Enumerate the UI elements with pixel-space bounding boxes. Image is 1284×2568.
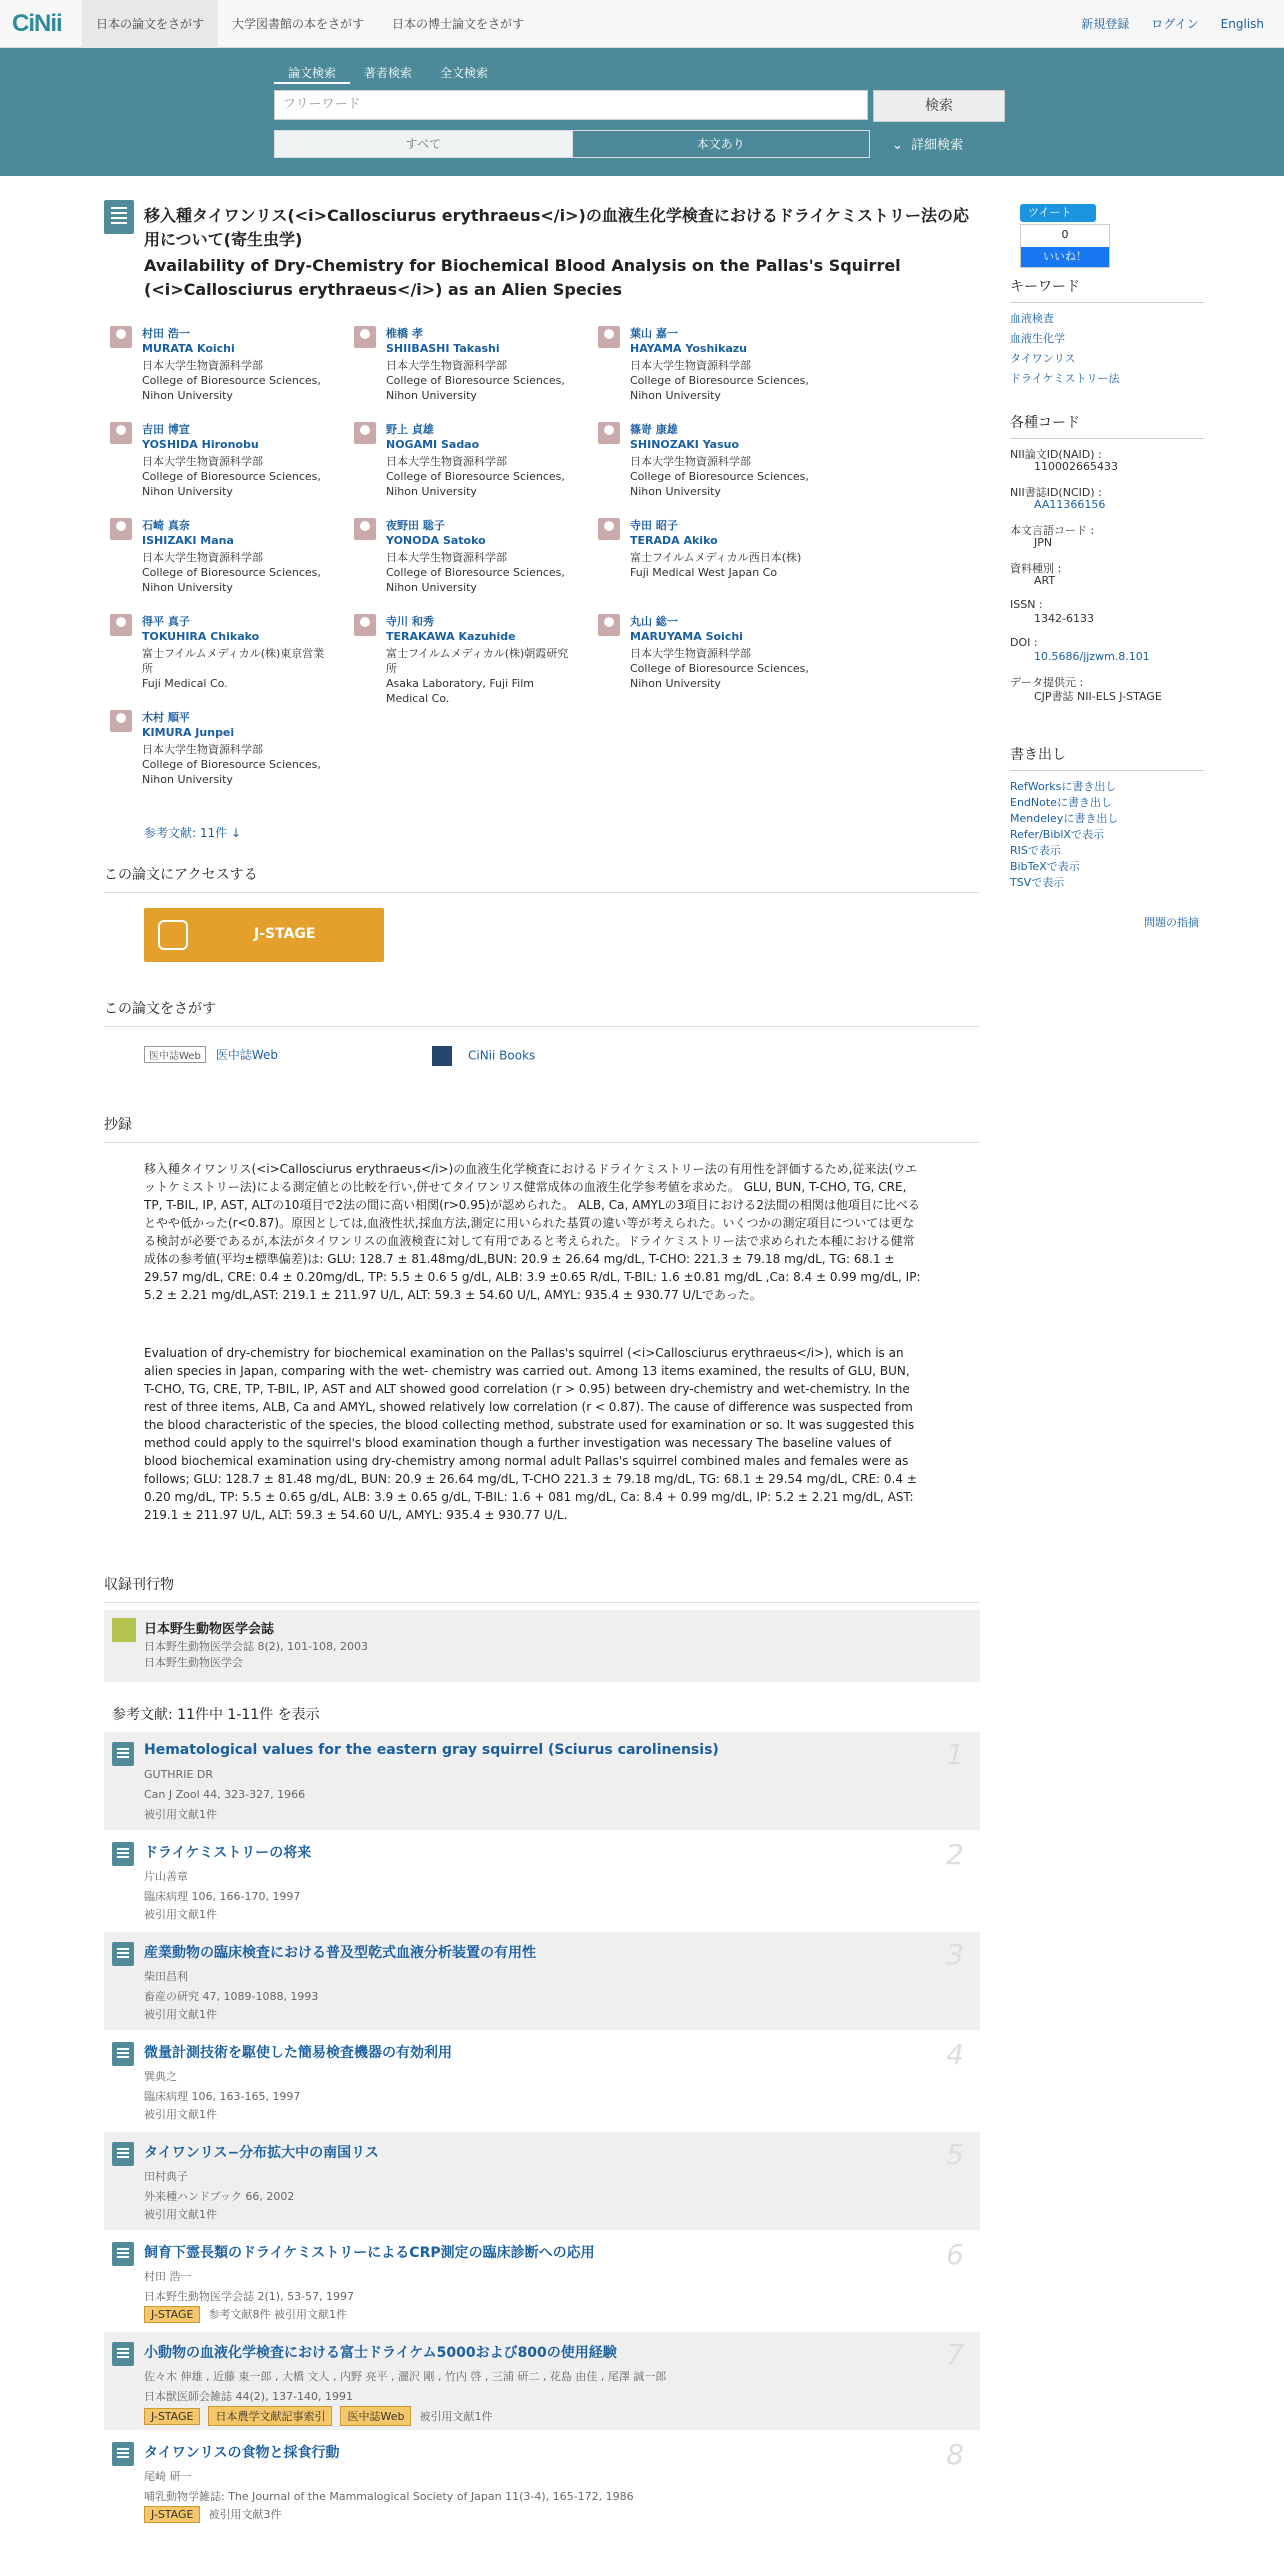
author-name-en[interactable]: YONODA Satoko [386, 534, 486, 547]
author-text [630, 518, 820, 580]
reference-document-icon [112, 2342, 134, 2366]
author-text [630, 614, 820, 691]
code-value: ART [1034, 574, 1056, 587]
author-text [630, 326, 820, 403]
reference-source: 日本野生動物医学会誌 2(1), 53-57, 1997 [144, 2290, 355, 2303]
search-input[interactable]: フリーワード [274, 90, 868, 120]
find-heading: この論文をさがす [104, 998, 980, 1027]
reference-meta [144, 2206, 217, 2222]
keyword-link[interactable]: 血液検査 [1010, 312, 1054, 325]
reference-meta [144, 2006, 217, 2022]
author-name-en[interactable]: SHINOZAKI Yasuo [630, 438, 740, 451]
export-heading: 書き出し [1010, 744, 1204, 771]
author-name-ja[interactable]: 葉山 嘉一 [630, 327, 678, 340]
author-name-ja[interactable]: 寺田 昭子 [630, 519, 678, 532]
reference-badge[interactable]: J-STAGE [144, 2306, 200, 2323]
author-name-en[interactable]: MURATA Koichi [142, 342, 235, 355]
author-name-ja[interactable]: 寺川 和秀 [386, 615, 434, 628]
author-text [142, 614, 332, 691]
author-name-en[interactable]: NOGAMI Sadao [386, 438, 480, 451]
author-avatar-icon [598, 614, 620, 636]
cinii-logo[interactable]: CiNii [12, 10, 62, 37]
author-name-en[interactable]: SHIIBASHI Takashi [386, 342, 500, 355]
abstract-heading: 抄録 [104, 1114, 980, 1143]
cinii-books-link[interactable]: CiNii Books [432, 1046, 535, 1066]
reference-badge[interactable]: J-STAGE [144, 2408, 200, 2425]
tab-dissertations[interactable]: 日本の博士論文をさがす [392, 17, 525, 31]
author-affiliation: 日本大学生物資源科学部 College of Bioresource Sciences, Nihon University [630, 455, 809, 498]
reference-title-link[interactable]: 産業動物の臨床検査における普及型乾式血液分析装置の有用性 [144, 1945, 536, 1961]
author-text [386, 326, 576, 403]
author-avatar-icon [354, 614, 376, 636]
author-affiliation: 富士フイルムメディカル(株)朝霞研究所 Asaka Laboratory, Fuji Film Medical Co. [386, 647, 569, 705]
advanced-search-link[interactable]: ⌄ 詳細検索 [892, 138, 964, 153]
reference-item [104, 1732, 980, 1830]
author-affiliation: 日本大学生物資源科学部 College of Bioresource Sciences, Nihon University [386, 359, 565, 402]
reference-citation-count[interactable]: 被引用文献1件 [144, 1908, 217, 1921]
references-heading: 参考文献: 11件中 1-11件 を表示 [112, 1707, 320, 1723]
journal-heading: 収録刊行物 [104, 1574, 980, 1603]
journal-box [104, 1610, 980, 1682]
search-panel [0, 48, 1284, 176]
author-affiliation: 日本大学生物資源科学部 College of Bioresource Sciences, Nihon University [142, 359, 321, 402]
reference-item [104, 1932, 980, 2030]
reference-number: 7 [946, 2338, 964, 2371]
author-name-en[interactable]: KIMURA Junpei [142, 726, 235, 739]
keyword-link[interactable]: 血液生化学 [1010, 332, 1065, 345]
reference-document-icon [112, 2142, 134, 2166]
reference-document-icon [112, 2442, 134, 2466]
author-affiliation: 日本大学生物資源科学部 College of Bioresource Sciences, Nihon University [630, 647, 809, 690]
author-name-ja[interactable]: 村田 浩一 [142, 327, 190, 340]
code-label: ISSN : [1010, 598, 1043, 611]
reference-citation-count[interactable]: 被引用文献1件 [144, 1808, 217, 1821]
reference-number: 5 [946, 2138, 964, 2171]
code-label: NII書誌ID(NCID) : [1010, 486, 1102, 499]
reference-document-icon [112, 2242, 134, 2266]
reference-document-icon [112, 1942, 134, 1966]
author-name-ja[interactable]: 得平 真子 [142, 615, 190, 628]
reference-meta [144, 1806, 217, 1822]
like-button[interactable]: いいね！ [1021, 247, 1109, 267]
export-link[interactable]: Refer/BiblXで表示 [1010, 828, 1104, 841]
reference-citation-count[interactable]: 参考文献8件 被引用文献1件 [208, 2308, 347, 2321]
author-text [386, 422, 576, 499]
search-tabs [274, 64, 502, 84]
top-right-links [1081, 0, 1264, 48]
reference-number: 6 [946, 2238, 964, 2271]
code-value: JPN [1034, 536, 1053, 549]
author-name-ja[interactable]: 丸山 総一 [630, 615, 678, 628]
reference-source: 臨床病理 106, 163-165, 1997 [144, 2090, 301, 2103]
reference-source: Can J Zool 44, 323-327, 1966 [144, 1788, 306, 1801]
reference-source: 臨床病理 106, 166-170, 1997 [144, 1890, 301, 1903]
code-value: 1342-6133 [1034, 612, 1094, 625]
reference-badge[interactable]: 医中誌Web [340, 2406, 411, 2426]
cinii-books-icon [432, 1046, 452, 1066]
tab-articles[interactable]: 日本の論文をさがす [82, 0, 218, 48]
reference-meta [144, 2406, 492, 2426]
author-avatar-icon [110, 518, 132, 540]
author-text [142, 518, 332, 595]
reference-meta [144, 2506, 281, 2523]
english-link[interactable]: English [1220, 17, 1264, 31]
jstage-icon [158, 920, 188, 950]
export-link[interactable]: BibTeXで表示 [1010, 860, 1080, 873]
author-name-ja[interactable]: 夜野田 聡子 [386, 519, 445, 532]
reference-badge[interactable]: 日本農学文献記事索引 [208, 2406, 332, 2426]
title-japanese: 移入種タイワンリス(<i>Callosciurus erythraeus</i>)の血液生化学検査におけるドライケミストリー法の応用について(寄生虫学) [144, 206, 970, 249]
reference-citation-count[interactable]: 被引用文献1件 [144, 2108, 217, 2121]
code-label: NII論文ID(NAID) : [1010, 448, 1102, 461]
author-affiliation: 日本大学生物資源科学部 College of Bioresource Sciences, Nihon University [630, 359, 809, 402]
search-button[interactable]: 検索 [873, 90, 1005, 122]
export-link[interactable]: EndNoteに書き出し [1010, 796, 1112, 809]
reference-count-link[interactable]: 参考文献: 11件 ↓ [144, 826, 242, 840]
author-name-ja[interactable]: 吉田 博宣 [142, 423, 190, 436]
author-name-ja[interactable]: 椎橋 孝 [386, 327, 423, 340]
reference-item [104, 2132, 980, 2230]
reference-authors: GUTHRIE DR [144, 1768, 214, 1781]
author-text [386, 518, 576, 595]
reference-item [104, 2432, 980, 2530]
reference-document-icon [112, 1742, 134, 1766]
journal-icon [112, 1618, 136, 1642]
filter-all[interactable]: すべて [275, 131, 572, 157]
arrow-down-icon: ↓ [230, 826, 242, 840]
reference-item [104, 2032, 980, 2130]
report-problem-link[interactable]: 問題の指摘 [1144, 916, 1199, 929]
author-avatar-icon [598, 326, 620, 348]
author-avatar-icon [598, 422, 620, 444]
reference-citation-count[interactable]: 被引用文献1件 [419, 2410, 493, 2423]
filter-fulltext[interactable]: 本文あり [572, 131, 870, 157]
ichushi-logo: 医中誌Web [144, 1046, 206, 1063]
author-affiliation: 日本大学生物資源科学部 College of Bioresource Sciences, Nihon University [142, 455, 321, 498]
author-affiliation: 富士フイルムメディカル(株)東京営業所 Fuji Medical Co. [142, 647, 325, 690]
reference-authors: 片山善章 [144, 1870, 188, 1883]
author-avatar-icon [354, 326, 376, 348]
reference-meta [144, 2106, 217, 2122]
reference-document-icon [112, 2042, 134, 2066]
tab-fulltext-search[interactable]: 全文検索 [440, 66, 489, 80]
tab-article-search[interactable]: 論文検索 [274, 64, 350, 84]
export-link[interactable]: TSVで表示 [1010, 876, 1065, 889]
reference-document-icon [112, 1842, 134, 1866]
author-avatar-icon [598, 518, 620, 540]
reference-source: 日本獣医師会雑誌 44(2), 137-140, 1991 [144, 2390, 354, 2403]
reference-title-link[interactable]: Hematological values for the eastern gray squirrel (Sciurus carolinensis) [144, 1742, 719, 1758]
reference-number: 3 [946, 1938, 964, 1971]
reference-title-link[interactable]: 微量計測技術を駆使した簡易検査機器の有効利用 [144, 2045, 452, 2061]
code-value: CJP書誌 NII-ELS J-STAGE [1034, 690, 1162, 703]
author-avatar-icon [354, 518, 376, 540]
author-avatar-icon [110, 710, 132, 732]
reference-meta [144, 2306, 347, 2323]
author-text [142, 326, 332, 403]
reference-title-link[interactable]: 飼育下霊長類のドライケミストリーによるCRP測定の臨床診断への応用 [144, 2245, 595, 2261]
abstract-japanese: 移入種タイワンリス(<i>Callosciurus erythraeus</i>)の血液生化学検査におけるドライケミストリー法の有用性を評価するため,従来法(ウエットケミストリー法)による測定値との比較を行い,併せてタイワンリス健常成体の血液生化学参考値を求めた。 GLU, BUN, T-CHO, TG, CRE, TP, T-BIL, IP, AST, ALTの10項目で2法の間に高い相関(r>0.95)が認められた。 ALB, Ca, AMYLの3項目における2法間の相関は他項目に比べるとやや低かった(r<0.87)。原因としては,血液性状,採血方法,測定に用いられた基質の違い等が考えられた。いくつかの測定項目については更なる検討が必要であるが,本法がタイワンリスの血液検査に対して有用であると考えられた。ドライケミストリー法で求められた本種における健常成体の参考値(平均±標準偏差)は: GLU: 128.7 ± 81.48mg/dL,BUN: 20.9 ± 26.64 mg/dL, T-CHO: 221.3 ± 79.18 mg/dL, TG: 68.1 ± 29.57 mg/dL, CRE: 0.4 ± 0.20mg/dL, TP: 5.5 ± 0.6 5 g/dL, ALB: 3.9 ±0.65 R/dL, T-BIL: 1.6 ±0.81 mg/dL ,Ca: 8.4 ± 0.99 mg/dL, IP: 5.2 ± 2.21 mg/dL,AST: 219.1 ± 211.97 U/L, ALT: 59.3 ± 54.60 U/L, AMYL: 935.4 ± 930.77 U/Lであった。 [144, 1162, 921, 1302]
chevron-down-icon: ⌄ [892, 138, 903, 153]
author-avatar-icon [354, 422, 376, 444]
abstract-english: Evaluation of dry-chemistry for biochemical examination on the Pallas's squirrel (<i>Callosciurus erythraeus</i>), which is an alien species in Japan, comparing with the wet- chemistry was carried out. Among 13 items examined, the results of GLU, BUN, T-CHO, TG, CRE, TP, T-BIL, IP, AST and ALT showed good correlation (r > 0.95) between dry-chemistry and wet-chemistry. In the rest of three items, ALB, Ca and AMYL, showed relatively low correlation (r < 0.87). The cause of difference was suspected from the blood characteristic of the species, the blood collecting method, substrate used for examination or so. It was suggested this method could apply to the squirrel's blood examination though a further investigation was necessary The baseline values of blood biochemical examination using dry-chemistry among normal adult Pallas's squirrel combined males and females were as follows; GLU: 128.7 ± 81.48 mg/dL, BUN: 20.9 ± 26.64 mg/dL, T-CHO 221.3 ± 79.18 mg/dL, TG: 68.1 ± 29.54 mg/dL, CRE: 0.4 ± 0.20 mg/dL, TP: 5.5 ± 0.65 g/dL, ALB: 3.9 ± 0.65 g/dL, T-BIL: 1.6 + 081 mg/dL, Ca: 8.4 + 0.99 mg/dL, IP: 5.2 ± 2.21 mg/dL, AST: 219.1 ± 211.97 U/L, ALT: 59.3 ± 54.60 U/L, AMYL: 935.4 ± 930.77 U/L. [144, 1346, 917, 1522]
tab-author-search[interactable]: 著者検索 [364, 66, 413, 80]
reference-item [104, 2232, 980, 2330]
reference-source: 畜産の研究 47, 1089-1088, 1993 [144, 1990, 319, 2003]
author-affiliation: 日本大学生物資源科学部 College of Bioresource Sciences, Nihon University [142, 743, 321, 786]
tab-books[interactable]: 大学図書館の本をさがす [232, 17, 365, 31]
reference-citation-count[interactable]: 被引用文献3件 [208, 2508, 282, 2521]
codes-heading: 各種コード [1010, 412, 1204, 439]
like-count: 0 [1061, 228, 1069, 241]
author-name-ja[interactable]: 木村 順平 [142, 711, 190, 724]
journal-publisher: 日本野生動物医学会 [144, 1656, 243, 1669]
author-name-ja[interactable]: 篠嵜 康雄 [630, 423, 678, 436]
export-link[interactable]: RISで表示 [1010, 844, 1061, 857]
author-avatar-icon [110, 614, 132, 636]
reference-authors: 佐々木 伸雄 , 近藤 東一郎 , 大橋 文人 , 内野 亮平 , 灑沢 剛 , 竹内 啓 , 三浦 研二 , 花島 由佳 , 尾澤 誠一郎 [144, 2370, 667, 2383]
reference-source: 哺乳動物学雑誌: The Journal of the Mammalogical Society of Japan 11(3-4), 165-172, 1986 [144, 2490, 634, 2503]
reference-number: 8 [946, 2438, 964, 2471]
export-link[interactable]: Mendeleyに書き出し [1010, 812, 1119, 825]
author-affiliation: 日本大学生物資源科学部 College of Bioresource Sciences, Nihon University [386, 551, 565, 594]
author-text [142, 422, 332, 499]
author-name-en[interactable]: TOKUHIRA Chikako [142, 630, 260, 643]
reference-item [104, 2332, 980, 2430]
author-name-ja[interactable]: 野上 貞雄 [386, 423, 434, 436]
reference-authors: 柴田昌利 [144, 1970, 188, 1983]
reference-title-link[interactable]: 小動物の血液化学検査における富士ドライケム5000および800の使用経験 [144, 2345, 617, 2361]
document-icon [104, 200, 134, 234]
code-label: 資料種別 : [1010, 562, 1062, 575]
keywords-heading: キーワード [1010, 276, 1204, 303]
author-text [630, 422, 820, 499]
jstage-button[interactable]: J-STAGE [144, 908, 384, 962]
author-affiliation: 日本大学生物資源科学部 College of Bioresource Sciences, Nihon University [142, 551, 321, 594]
keyword-link[interactable]: ドライケミストリー法 [1010, 372, 1120, 385]
author-name-en[interactable]: YOSHIDA Hironobu [142, 438, 259, 451]
fulltext-filter [274, 130, 870, 158]
reference-number: 4 [946, 2038, 964, 2071]
code-label: 本文言語コード : [1010, 524, 1095, 537]
code-value: 110002665433 [1034, 460, 1118, 473]
tweet-button[interactable]: ツイート [1020, 204, 1096, 222]
reference-citation-count[interactable]: 被引用文献1件 [144, 2208, 217, 2221]
author-name-en[interactable]: MARUYAMA Soichi [630, 630, 743, 643]
journal-name[interactable]: 日本野生動物医学会誌 [144, 1622, 275, 1637]
author-affiliation: 日本大学生物資源科学部 College of Bioresource Sciences, Nihon University [386, 455, 565, 498]
code-label: DOI : [1010, 636, 1038, 649]
code-value[interactable]: AA11366156 [1034, 498, 1106, 511]
access-heading: この論文にアクセスする [104, 864, 980, 893]
like-widget [1020, 224, 1110, 268]
reference-citation-count[interactable]: 被引用文献1件 [144, 2008, 217, 2021]
author-avatar-icon [110, 326, 132, 348]
reference-source: 外来種ハンドブック 66, 2002 [144, 2190, 295, 2203]
author-name-ja[interactable]: 石崎 真奈 [142, 519, 190, 532]
journal-volume: 日本野生動物医学会誌 8(2), 101-108, 2003 [144, 1640, 369, 1653]
reference-number: 1 [946, 1738, 964, 1771]
author-name-en[interactable]: TERADA Akiko [630, 534, 718, 547]
reference-title-link[interactable]: タイワンリスの食物と採食行動 [144, 2445, 340, 2461]
export-link[interactable]: RefWorksに書き出し [1010, 780, 1117, 793]
reference-authors: 巽典之 [144, 2070, 177, 2083]
top-tabs [82, 0, 538, 48]
reference-badge[interactable]: J-STAGE [144, 2506, 200, 2523]
reference-number: 2 [946, 1838, 964, 1871]
author-name-en[interactable]: HAYAMA Yoshikazu [630, 342, 748, 355]
author-avatar-icon [110, 422, 132, 444]
code-value[interactable]: 10.5686/jjzwm.8.101 [1034, 650, 1150, 663]
register-link[interactable]: 新規登録 [1081, 17, 1130, 31]
reference-title-link[interactable]: ドライケミストリーの将来 [144, 1845, 312, 1861]
author-text [386, 614, 576, 706]
reference-authors: 尾崎 研一 [144, 2470, 192, 2483]
reference-title-link[interactable]: タイワンリス−分布拡大中の南国リス [144, 2145, 379, 2161]
login-link[interactable]: ログイン [1151, 17, 1199, 31]
code-label: データ提供元 : [1010, 676, 1084, 689]
reference-authors: 田村典子 [144, 2170, 188, 2183]
reference-meta [144, 1906, 217, 1922]
author-name-en[interactable]: TERAKAWA Kazuhide [386, 630, 516, 643]
author-text [142, 710, 332, 787]
top-bar [0, 0, 1284, 48]
author-affiliation: 富士フイルムメディカル西日本(株) Fuji Medical West Japan Co [630, 551, 802, 579]
reference-authors: 村田 浩一 [144, 2270, 192, 2283]
keyword-link[interactable]: タイワンリス [1010, 352, 1076, 365]
ichushi-link[interactable]: 医中誌Web 医中誌Web [144, 1046, 278, 1063]
author-name-en[interactable]: ISHIZAKI Mana [142, 534, 234, 547]
title-english: Availability of Dry-Chemistry for Biochemical Blood Analysis on the Pallas's Squirrel (<i>Callosciurus erythraeus</i>) as an Alien Species [144, 256, 901, 299]
reference-item [104, 1832, 980, 1930]
